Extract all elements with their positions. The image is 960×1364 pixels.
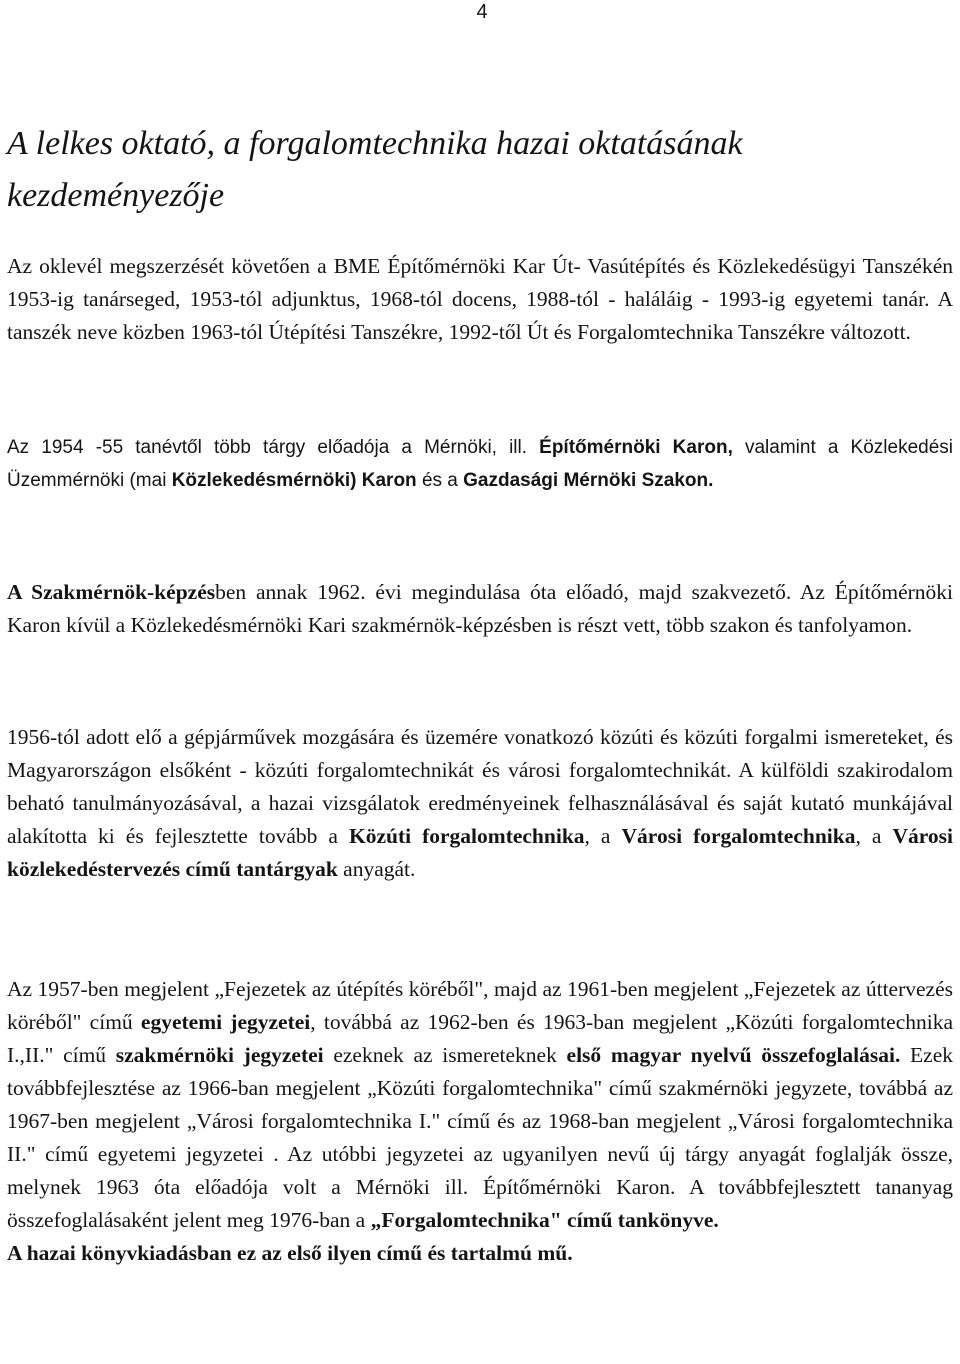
p5-text-4: Ezek továbbfejlesztése az 1966-ban megjelent „Közúti forgalomtechnika" című szakmérnöki jegyzete, továbbá az 1967-ben megjelent „Városi forgalomtechnika I." című és az 1968-ban megjelent „Városi forgalomtechnika II." című egyetemi jegyzetei . Az utóbbi jegyzetei az ugyanilyen nevű új tárgy anyagát foglalják össze, melynek 1963 óta előadója volt a Mérnöki ill. Építőmérnöki Karon. A továbbfejlesztett tananyag összefoglalásaként jelent meg 1976-ban a [7,1043,954,1232]
paragraph-courses [7,721,953,886]
p2-text-3: és a [416,470,464,491]
p2-bold-3: Gazdasági Mérnöki Szakon. [463,470,714,491]
page-title: A lelkes oktató, a forgalomtechnika hazai oktatásának kezdeményezője [7,125,743,214]
p2-text-1: Az 1954 -55 tanévtől több tárgy előadója a Mérnöki, ill. [7,437,540,458]
paragraph-lecturer [7,431,953,497]
p5-text-1: Az 1957-ben megjelent „Fejezetek az útépítés köréből", majd az 1961-ben megjelent „Fejezetek az úttervezés köréből" című [7,977,953,1034]
p4-bold-2: Városi forgalomtechnika [621,824,856,848]
paragraph-career: Az oklevél megszerzését követően a BME Építőmérnöki Kar Út- Vasútépítés és Közlekedésügyi Tanszékén 1953-ig tanárseged, 1953-tól adjunktus, 1968-tól docens, 1988-tól - haláláig - 1993-ig egyetemi tanár. A tanszék neve közben 1963-tól Útépítési Tanszékre, 1992-től Út és Forgalomtechnika Tanszékre változott. [7,254,953,344]
p3-bold-1: A Szakmérnök-képzés [7,580,216,604]
p5-text-2: , továbbá az 1962-ben és 1963-ban megjelent „Közúti forgalomtechnika I.,II." című [7,1010,953,1067]
p2-bold-2: Közlekedésmérnöki) Karon [171,470,417,491]
p5-bold-1: egyetemi jegyzetei [140,1010,311,1034]
p3-text-1: ben annak 1962. évi megindulása óta előadó, majd szakvezető. Az Építőmérnöki Karon kívül a Közlekedésmérnöki Kari szakmérnök-képzésben is részt vett, több szakon és tanfolyamon. [7,580,953,637]
p4-text-2: , a [584,824,622,848]
p2-bold-1: Építőmérnöki Karon, [539,437,733,458]
p4-text-1: 1956-tól adott elő a gépjárművek mozgására és üzemére vonatkozó közúti és közúti forgalmi ismereteket, és Magyarországon elsőként - közúti forgalomtechnikát és városi forgalomtechnikát. A külföldi szakirodalom beható tanulmányozásával, a hazai vizsgálatok eredményeinek felhasználásával és saját kutató munkájával alakította ki és fejlesztette tovább a [7,725,953,848]
p5-bold-2: szakmérnöki jegyzetei [115,1043,324,1067]
paragraph-specialist-training [7,576,953,642]
p2-text-2: valamint a Közlekedési Üzemmérnöki (mai [7,437,953,491]
p4-text-4: anyagát. [337,857,416,881]
paragraph-publications [7,973,953,1270]
page-number: 4 [476,1,488,23]
p5-bold-4: „Forgalomtechnika" című tankönyve. [370,1208,719,1232]
p4-text-3: , a [855,824,893,848]
p5-bold-5: A hazai könyvkiadásban ez az első ilyen című és tartalmú mű. [7,1241,573,1265]
p5-bold-3: első magyar nyelvű összefoglalásai. [566,1043,901,1067]
p4-bold-3: Városi közlekedéstervezés című tantárgyak [7,824,954,881]
p4-bold-1: Közúti forgalomtechnika [348,824,585,848]
p5-text-3: ezeknek az ismereteknek [323,1043,567,1067]
